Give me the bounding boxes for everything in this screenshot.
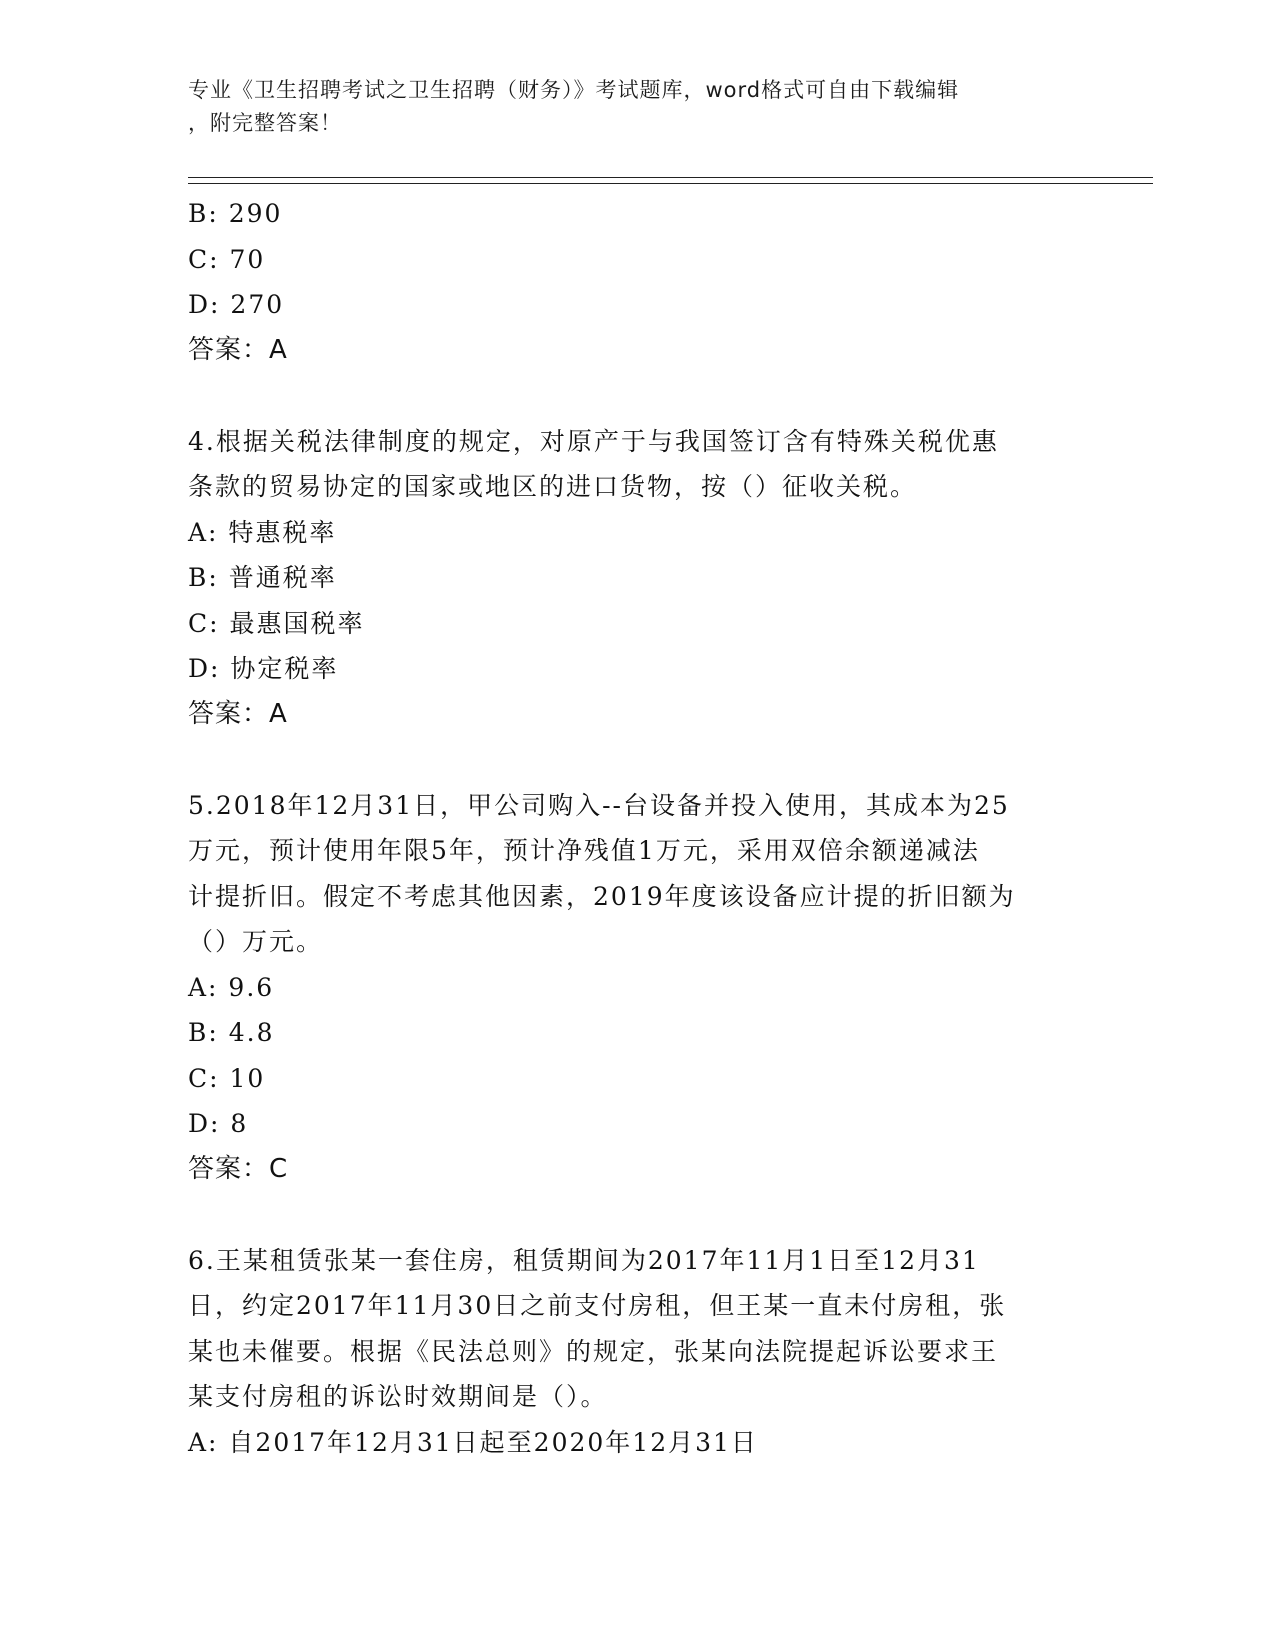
question-text-line: 条款的贸易协定的国家或地区的进口货物，按（）征收关税。 <box>188 472 918 501</box>
question-spacer <box>188 737 1088 783</box>
option-d: D: 8 <box>188 1109 249 1138</box>
header-line-1: 专业《卫生招聘考试之卫生招聘（财务）》考试题库，word格式可自由下载编辑 <box>188 78 960 102</box>
option-b: B: 4.8 <box>188 1018 275 1047</box>
header-divider-top <box>188 177 1153 178</box>
question-text-line: 某支付房租的诉讼时效期间是（）。 <box>188 1382 608 1411</box>
question-text-line: 6.王某租赁张某一套住房，租赁期间为2017年11月1日至12月31 <box>188 1245 980 1275</box>
question-4 <box>188 419 1088 738</box>
answer-line: 答案：C <box>188 1153 289 1184</box>
question-text-line: （）万元。 <box>188 927 324 956</box>
answer-line: 答案：A <box>188 698 288 729</box>
question-text-line: 4.根据关税法律制度的规定，对原产于与我国签订含有特殊关税优惠 <box>188 426 999 456</box>
question-spacer <box>188 1192 1088 1238</box>
question-spacer <box>188 373 1088 419</box>
question-text-line: 5.2018年12月31日，甲公司购入--台设备并投入使用，其成本为25 <box>188 790 1010 820</box>
answer-line: 答案：A <box>188 334 288 365</box>
option-a: A: 9.6 <box>188 972 275 1002</box>
question-text-line: 某也未催要。根据《民法总则》的规定，张某向法院提起诉讼要求王 <box>188 1336 999 1366</box>
option-d: D: 270 <box>188 290 285 319</box>
header-line-2: ，附完整答案！ <box>188 111 342 135</box>
header-divider-bottom <box>188 183 1153 184</box>
option-c: C: 最惠国税率 <box>188 608 365 638</box>
question-6 <box>188 1238 1088 1466</box>
question-text-line: 万元，预计使用年限5年，预计净残值1万元，采用双倍余额递减法 <box>188 836 980 865</box>
option-c: C: 70 <box>188 244 266 274</box>
option-d: D: 协定税率 <box>188 654 339 683</box>
question-5 <box>188 783 1088 1193</box>
option-a: A: 特惠税率 <box>188 517 337 547</box>
question-3 <box>188 191 1088 373</box>
option-a: A: 自2017年12月31日起至2020年12月31日 <box>188 1427 758 1457</box>
document-header <box>188 74 1088 140</box>
question-list <box>188 191 1088 1465</box>
question-text-line: 日，约定2017年11月30日之前支付房租，但王某一直未付房租，张 <box>188 1291 1007 1320</box>
option-b: B: 290 <box>188 199 283 228</box>
option-b: B: 普通税率 <box>188 563 337 592</box>
question-text-line: 计提折旧。假定不考虑其他因素，2019年度该设备应计提的折旧额为 <box>188 881 1016 911</box>
option-c: C: 10 <box>188 1063 266 1093</box>
